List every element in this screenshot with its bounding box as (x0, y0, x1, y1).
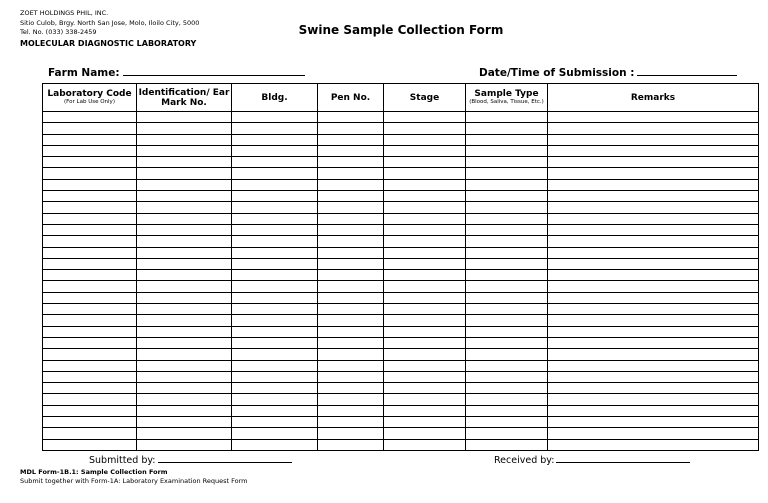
table-cell[interactable] (137, 168, 232, 179)
table-row (43, 292, 759, 303)
table-cell[interactable] (137, 179, 232, 190)
farm-name-line[interactable] (123, 66, 305, 76)
table-cell[interactable] (137, 417, 232, 428)
table-cell[interactable] (548, 281, 759, 292)
table-cell[interactable] (43, 405, 137, 416)
column-header (137, 84, 232, 112)
table-cell[interactable] (137, 191, 232, 202)
table-cell[interactable] (466, 337, 548, 348)
table-cell[interactable] (384, 349, 466, 360)
table-cell[interactable] (548, 157, 759, 168)
table-cell[interactable] (466, 224, 548, 235)
column-label: Bldg. (261, 92, 288, 103)
table-cell[interactable] (318, 337, 384, 348)
table-cell[interactable] (466, 326, 548, 337)
table-cell[interactable] (137, 337, 232, 348)
table-cell[interactable] (318, 417, 384, 428)
table-cell[interactable] (43, 394, 137, 405)
submitted-by-label: Submitted by: (89, 455, 156, 466)
table-cell[interactable] (318, 179, 384, 190)
table-cell[interactable] (232, 417, 318, 428)
table-row (43, 270, 759, 281)
table-cell[interactable] (232, 405, 318, 416)
lab-name: MOLECULAR DIAGNOSTIC LABORATORY (20, 38, 197, 48)
table-row (43, 417, 759, 428)
table-cell[interactable] (43, 304, 137, 315)
table-row (43, 258, 759, 269)
table-cell[interactable] (384, 281, 466, 292)
table-row (43, 247, 759, 258)
table-cell[interactable] (137, 202, 232, 213)
table-cell[interactable] (232, 439, 318, 450)
table-cell[interactable] (43, 247, 137, 258)
table-cell[interactable] (232, 360, 318, 371)
table-cell[interactable] (318, 191, 384, 202)
table-cell[interactable] (137, 304, 232, 315)
table-cell[interactable] (137, 383, 232, 394)
table-cell[interactable] (232, 236, 318, 247)
submission-datetime-field[interactable] (479, 66, 737, 79)
table-cell[interactable] (137, 349, 232, 360)
table-cell[interactable] (43, 145, 137, 156)
table-cell[interactable] (548, 371, 759, 382)
table-cell[interactable] (318, 145, 384, 156)
table-row (43, 315, 759, 326)
farm-name-field[interactable] (48, 66, 305, 79)
received-by-field[interactable] (494, 453, 690, 466)
company-name: ZOET HOLDINGS PHIL, INC. (20, 9, 109, 17)
table-cell[interactable] (232, 145, 318, 156)
table-cell[interactable] (43, 168, 137, 179)
table-row (43, 236, 759, 247)
form-note: Submit together with Form-1A: Laboratory Examination Request Form (20, 477, 248, 485)
table-cell[interactable] (384, 304, 466, 315)
column-label: Laboratory Code (47, 89, 132, 99)
table-cell[interactable] (43, 326, 137, 337)
table-cell[interactable] (466, 213, 548, 224)
table-cell[interactable] (232, 315, 318, 326)
table-cell[interactable] (137, 326, 232, 337)
table-cell[interactable] (318, 304, 384, 315)
table-cell[interactable] (43, 134, 137, 145)
table-row (43, 405, 759, 416)
table-cell[interactable] (232, 428, 318, 439)
table-cell[interactable] (318, 157, 384, 168)
table-cell[interactable] (466, 281, 548, 292)
table-cell[interactable] (232, 258, 318, 269)
table-cell[interactable] (318, 112, 384, 123)
table-cell[interactable] (548, 439, 759, 450)
table-cell[interactable] (466, 134, 548, 145)
table-cell[interactable] (384, 224, 466, 235)
table-cell[interactable] (548, 360, 759, 371)
table-cell[interactable] (548, 292, 759, 303)
table-cell[interactable] (137, 292, 232, 303)
table-cell[interactable] (137, 394, 232, 405)
submitted-by-field[interactable] (89, 453, 292, 466)
table-cell[interactable] (318, 281, 384, 292)
column-header (318, 84, 384, 112)
table-row (43, 224, 759, 235)
table-cell[interactable] (137, 439, 232, 450)
table-cell[interactable] (232, 213, 318, 224)
table-cell[interactable] (43, 337, 137, 348)
table-cell[interactable] (43, 417, 137, 428)
table-cell[interactable] (318, 292, 384, 303)
table-cell[interactable] (548, 315, 759, 326)
table-cell[interactable] (43, 179, 137, 190)
table-cell[interactable] (137, 428, 232, 439)
table-row (43, 360, 759, 371)
table-cell[interactable] (466, 123, 548, 134)
table-cell[interactable] (466, 236, 548, 247)
table-cell[interactable] (466, 202, 548, 213)
table-cell[interactable] (43, 281, 137, 292)
table-cell[interactable] (318, 439, 384, 450)
table-row (43, 202, 759, 213)
table-cell[interactable] (43, 112, 137, 123)
table-cell[interactable] (466, 383, 548, 394)
table-cell[interactable] (384, 213, 466, 224)
table-cell[interactable] (384, 439, 466, 450)
table-cell[interactable] (137, 157, 232, 168)
table-cell[interactable] (318, 123, 384, 134)
table-cell[interactable] (466, 179, 548, 190)
table-cell[interactable] (137, 405, 232, 416)
table-cell[interactable] (232, 326, 318, 337)
table-cell[interactable] (466, 371, 548, 382)
table-row (43, 145, 759, 156)
table-cell[interactable] (232, 281, 318, 292)
table-cell[interactable] (466, 270, 548, 281)
form-code: MDL Form-1B.1: Sample Collection Form (20, 468, 168, 476)
column-label: Pen No. (330, 92, 371, 103)
table-cell[interactable] (384, 292, 466, 303)
table-row (43, 326, 759, 337)
table-cell[interactable] (137, 371, 232, 382)
table-cell[interactable] (466, 360, 548, 371)
table-cell[interactable] (466, 112, 548, 123)
table-cell[interactable] (318, 428, 384, 439)
table-row (43, 371, 759, 382)
table-cell[interactable] (232, 179, 318, 190)
table-cell[interactable] (137, 224, 232, 235)
table-cell[interactable] (384, 168, 466, 179)
table-cell[interactable] (466, 258, 548, 269)
table-cell[interactable] (548, 112, 759, 123)
table-cell[interactable] (232, 224, 318, 235)
organization-header (20, 9, 199, 48)
table-cell[interactable] (548, 258, 759, 269)
table-row (43, 179, 759, 190)
table-cell[interactable] (384, 112, 466, 123)
table-cell[interactable] (318, 405, 384, 416)
table-cell[interactable] (232, 337, 318, 348)
column-sublabel: (For Lab Use Only) (64, 99, 115, 105)
column-label: Remarks (630, 92, 676, 103)
table-row (43, 123, 759, 134)
table-cell[interactable] (137, 134, 232, 145)
table-cell[interactable] (384, 123, 466, 134)
table-cell[interactable] (232, 123, 318, 134)
sample-table (42, 83, 759, 451)
column-header (232, 84, 318, 112)
table-cell[interactable] (137, 315, 232, 326)
table-cell[interactable] (466, 315, 548, 326)
table-cell[interactable] (548, 168, 759, 179)
table-cell[interactable] (232, 394, 318, 405)
table-cell[interactable] (384, 371, 466, 382)
table-cell[interactable] (232, 112, 318, 123)
form-title: Swine Sample Collection Form (298, 23, 504, 37)
table-cell[interactable] (137, 123, 232, 134)
table-cell[interactable] (548, 405, 759, 416)
table-cell[interactable] (43, 371, 137, 382)
table-row (43, 383, 759, 394)
table-cell[interactable] (232, 349, 318, 360)
table-row (43, 428, 759, 439)
table-cell[interactable] (232, 304, 318, 315)
table-cell[interactable] (318, 270, 384, 281)
table-cell[interactable] (384, 179, 466, 190)
table-cell[interactable] (43, 258, 137, 269)
table-cell[interactable] (232, 157, 318, 168)
table-cell[interactable] (43, 360, 137, 371)
table-cell[interactable] (137, 213, 232, 224)
table-header-row (43, 84, 759, 112)
table-cell[interactable] (384, 326, 466, 337)
submission-datetime-line[interactable] (637, 66, 737, 76)
table-cell[interactable] (548, 428, 759, 439)
table-cell[interactable] (137, 112, 232, 123)
table-cell[interactable] (466, 292, 548, 303)
table-cell[interactable] (466, 145, 548, 156)
table-row (43, 191, 759, 202)
table-cell[interactable] (466, 304, 548, 315)
column-header (466, 84, 548, 112)
table-cell[interactable] (43, 349, 137, 360)
column-sublabel: (Blood, Saliva, Tissue, Etc.) (469, 99, 544, 105)
table-cell[interactable] (43, 236, 137, 247)
table-cell[interactable] (232, 292, 318, 303)
table-cell[interactable] (384, 405, 466, 416)
table-cell[interactable] (384, 417, 466, 428)
table-cell[interactable] (137, 360, 232, 371)
table-cell[interactable] (384, 157, 466, 168)
table-cell[interactable] (232, 371, 318, 382)
table-cell[interactable] (137, 145, 232, 156)
table-cell[interactable] (43, 428, 137, 439)
table-cell[interactable] (318, 360, 384, 371)
table-cell[interactable] (548, 224, 759, 235)
table-body (43, 112, 759, 451)
table-row (43, 281, 759, 292)
table-cell[interactable] (384, 337, 466, 348)
received-by-line[interactable] (556, 453, 690, 463)
table-cell[interactable] (384, 247, 466, 258)
table-cell[interactable] (466, 191, 548, 202)
table-cell[interactable] (232, 383, 318, 394)
table-cell[interactable] (466, 439, 548, 450)
column-header (548, 84, 759, 112)
table-cell[interactable] (43, 292, 137, 303)
table-cell[interactable] (466, 349, 548, 360)
table-cell[interactable] (548, 123, 759, 134)
table-cell[interactable] (318, 326, 384, 337)
table-cell[interactable] (548, 145, 759, 156)
table-row (43, 337, 759, 348)
table-cell[interactable] (43, 202, 137, 213)
table-cell[interactable] (384, 394, 466, 405)
table-cell[interactable] (43, 123, 137, 134)
table-cell[interactable] (318, 247, 384, 258)
table-cell[interactable] (466, 157, 548, 168)
table-cell[interactable] (384, 191, 466, 202)
table-row (43, 157, 759, 168)
table-cell[interactable] (43, 224, 137, 235)
table-cell[interactable] (384, 258, 466, 269)
table-cell[interactable] (137, 247, 232, 258)
table-cell[interactable] (318, 236, 384, 247)
table-cell[interactable] (232, 270, 318, 281)
table-cell[interactable] (384, 270, 466, 281)
table-cell[interactable] (548, 213, 759, 224)
table-cell[interactable] (548, 179, 759, 190)
table-row (43, 349, 759, 360)
table-cell[interactable] (318, 224, 384, 235)
table-cell[interactable] (232, 191, 318, 202)
table-cell[interactable] (137, 281, 232, 292)
table-cell[interactable] (232, 202, 318, 213)
company-tel: Tel. No. (033) 338-2459 (20, 28, 97, 36)
table-cell[interactable] (43, 270, 137, 281)
table-cell[interactable] (548, 326, 759, 337)
table-cell[interactable] (318, 394, 384, 405)
table-cell[interactable] (384, 360, 466, 371)
table-cell[interactable] (137, 236, 232, 247)
table-cell[interactable] (232, 134, 318, 145)
table-cell[interactable] (466, 405, 548, 416)
table-cell[interactable] (548, 417, 759, 428)
form-footer (20, 468, 248, 486)
table-cell[interactable] (318, 383, 384, 394)
table-row (43, 112, 759, 123)
table-cell[interactable] (318, 371, 384, 382)
table-cell[interactable] (318, 202, 384, 213)
table-cell[interactable] (548, 202, 759, 213)
table-cell[interactable] (43, 191, 137, 202)
column-header (384, 84, 466, 112)
table-cell[interactable] (318, 168, 384, 179)
table-cell[interactable] (318, 349, 384, 360)
table-cell[interactable] (548, 236, 759, 247)
table-cell[interactable] (43, 315, 137, 326)
received-by-label: Received by: (494, 455, 555, 466)
table-cell[interactable] (384, 428, 466, 439)
table-cell[interactable] (232, 168, 318, 179)
column-label: Identification/ Ear Mark No. (138, 87, 230, 108)
submitted-by-line[interactable] (158, 453, 292, 463)
table-cell[interactable] (548, 394, 759, 405)
table-cell[interactable] (548, 191, 759, 202)
column-header (43, 84, 137, 112)
table-cell[interactable] (548, 337, 759, 348)
table-cell[interactable] (318, 258, 384, 269)
table-row (43, 134, 759, 145)
table-cell[interactable] (548, 247, 759, 258)
company-address: Sitio Culob, Brgy. North San Jose, Molo, Iloilo City, 5000 (20, 18, 200, 27)
table-row (43, 168, 759, 179)
table-row (43, 394, 759, 405)
table-cell[interactable] (466, 428, 548, 439)
table-row (43, 213, 759, 224)
table-cell[interactable] (137, 270, 232, 281)
column-label: Sample Type (474, 89, 539, 99)
table-cell[interactable] (232, 247, 318, 258)
table-cell[interactable] (318, 315, 384, 326)
table-cell[interactable] (137, 258, 232, 269)
table-cell[interactable] (318, 134, 384, 145)
table-cell[interactable] (548, 383, 759, 394)
table-cell[interactable] (548, 134, 759, 145)
table-cell[interactable] (43, 157, 137, 168)
table-row (43, 439, 759, 450)
table-cell[interactable] (466, 168, 548, 179)
table-cell[interactable] (384, 315, 466, 326)
table-cell[interactable] (466, 247, 548, 258)
table-cell[interactable] (548, 349, 759, 360)
table-cell[interactable] (384, 202, 466, 213)
table-cell[interactable] (318, 213, 384, 224)
submission-datetime-label: Date/Time of Submission : (479, 67, 635, 79)
table-cell[interactable] (548, 270, 759, 281)
table-cell[interactable] (43, 383, 137, 394)
table-cell[interactable] (466, 417, 548, 428)
table-cell[interactable] (43, 439, 137, 450)
table-cell[interactable] (43, 213, 137, 224)
table-cell[interactable] (466, 394, 548, 405)
table-cell[interactable] (384, 236, 466, 247)
table-cell[interactable] (384, 134, 466, 145)
table-row (43, 304, 759, 315)
table-cell[interactable] (384, 383, 466, 394)
table-cell[interactable] (548, 304, 759, 315)
table-cell[interactable] (384, 145, 466, 156)
farm-name-label: Farm Name: (48, 67, 120, 79)
column-label: Stage (409, 92, 440, 103)
